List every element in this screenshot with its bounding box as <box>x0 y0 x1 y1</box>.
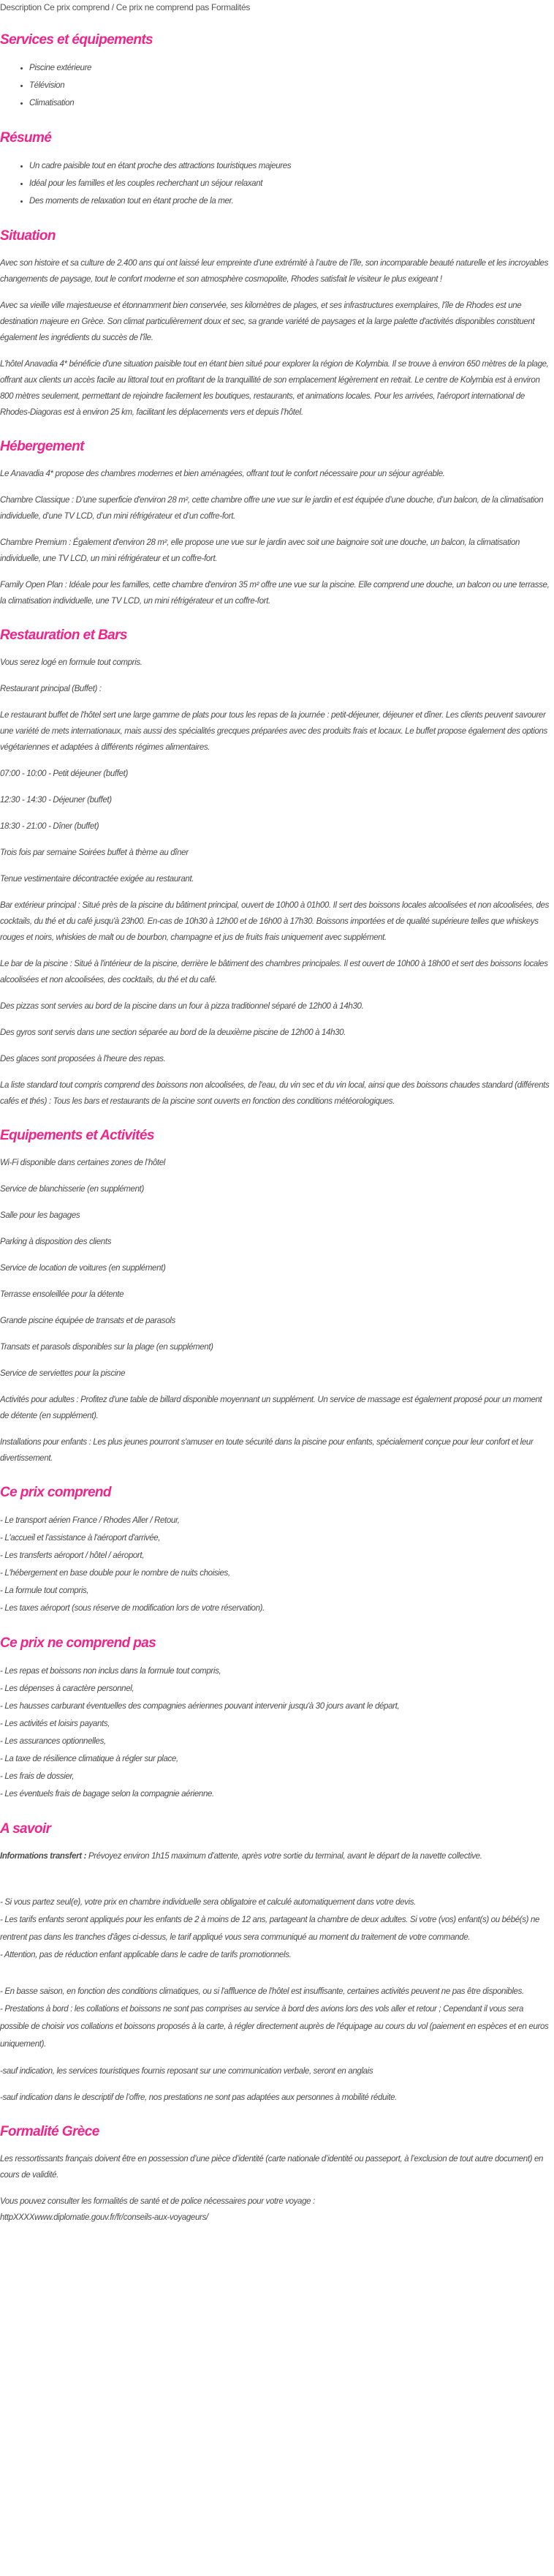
services-heading: Services et équipements <box>0 32 153 48</box>
meal-schedule: 18:30 - 21:00 - Dîner (buffet) <box>0 822 99 831</box>
note-line: - En basse saison, en fonction des conditions climatiques, ou si l'affluence de l'hôtel est insuffisante, certaines activités peuvent ne pas être disponibles. <box>0 1987 524 1996</box>
paragraph: L'hôtel Anavadia 4* bénéficie d'une situation paisible tout en étant bien situé pour explorer la région de Kolymbia. Il se trouve à environ 650 mètres de la plage, offrant aux clients un accès facile au littoral tout en profitant de la tranquillité de son emplacement légèrement en retrait. Le centre de Kolymbia est à environ 800 mètres seulement, permettant de rejoindre facilement les boutiques, restaurants, et animations locales. Pour les arrivées, l'aéroport international de Rhodes-Diagoras est à environ 25 km, facilitant les déplacements vers et depuis l’hôtel. <box>0 360 549 417</box>
equipements-section <box>0 1127 553 1466</box>
note-line: - Attention, pas de réduction enfant applicable dans le cadre de tarifs promotionnels. <box>0 1951 292 1959</box>
paragraph: Bar extérieur principal : Situé près de la piscine du bâtiment principal, ouvert de 10h00 à 01h00. Il sert des boissons locales alcoolisées et non alcoolisées, des cocktails, du thé et du café jusqu'à 23h00. En-cas de 10h30 à 12h00 et de 16h00 à 17h30. Boissons importées et de qualité supérieure telles que whiskeys rouges et noirs, whiskies de malt ou de bourbon, champagne et jus de fruits frais uniquement avec supplément. <box>0 901 549 942</box>
paragraph: Les ressortissants français doivent être en possession d’une pièce d’identité (carte nationale d’identité ou passeport, à l’exclusion de tout autre document) en cours de validité. <box>0 2155 544 2180</box>
list-item: - Les frais de dossier, <box>0 1772 75 1781</box>
resume-section <box>0 129 553 210</box>
note-line: - Si vous partez seul(e), votre prix en chambre individuelle sera obligatoire et calculé automatiquement dans votre devis. <box>0 1898 417 1907</box>
comprend-heading: Ce prix comprend <box>0 1485 111 1500</box>
paragraph: Des glaces sont proposées à l'heure des repas. <box>0 1055 166 1063</box>
meal-schedule: 07:00 - 10:00 - Petit déjeuner (buffet) <box>0 769 128 778</box>
restauration-heading: Restauration et Bars <box>0 628 127 643</box>
list-item: • Piscine extérieure <box>29 59 553 77</box>
paragraph: Wi-Fi disponible dans certaines zones de l’hôtel <box>0 1159 166 1167</box>
list-item: - Les repas et boissons non inclus dans la formule tout compris, <box>0 1667 221 1676</box>
paragraph: Avec son histoire et sa culture de 2.400 ans qui ont laissé leur empreinte d’une extrémité à l’autre de l’île, son incomparable beauté naturelle et les incroyables changements de paysage, tout le confort moderne et son atmosphère cosmopolite, Rhodes satisfait le visiteur le plus exigeant ! <box>0 259 549 284</box>
tab-includes[interactable]: Ce prix comprend / Ce prix ne comprend pas <box>43 2 209 12</box>
ne-comprend-pas-section <box>0 1635 553 1803</box>
list-item: - Les transferts aéroport / hôtel / aéroport, <box>0 1551 145 1560</box>
paragraph: Salle pour les bagages <box>0 1211 80 1220</box>
tab-description[interactable]: Description <box>0 2 42 12</box>
list-item: - Le transport aérien France / Rhodes Aller / Retour, <box>0 1516 180 1525</box>
a-savoir-heading: A savoir <box>0 1821 51 1837</box>
paragraph: Installations pour enfants : Les plus jeunes pourront s'amuser en toute sécurité dans la piscine pour enfants, spécialement conçue pour leur confort et leur divertissement. <box>0 1438 534 1463</box>
paragraph: Parking à disposition des clients <box>0 1238 112 1246</box>
room-premium: Chambre Premium : Également d'environ 28 m², elle propose une vue sur le jardin avec soit une baignoire soit une douche, un balcon, la climatisation individuelle, une TV LCD, un mini réfrigérateur et un coffre-fort. <box>0 538 520 563</box>
tab-formalities[interactable]: Formalités <box>211 2 251 12</box>
formalite-link-paragraph <box>0 2193 553 2226</box>
resume-list <box>0 157 553 210</box>
meal-schedule: 12:30 - 14:30 - Déjeuner (buffet) <box>0 796 112 805</box>
transfer-label: Informations transfert : <box>0 1852 87 1861</box>
note-mobility: -sauf indication dans le descriptif de l’offre, nos prestations ne sont pas adaptées aux personnes à mobilité réduite. <box>0 2093 397 2102</box>
paragraph: Service de serviettes pour la piscine <box>0 1369 126 1378</box>
note-language: -sauf indication, les services touristiques fournis reposant sur une communication verbale, seront en anglais <box>0 2067 373 2076</box>
list-item: - Les assurances optionnelles, <box>0 1737 106 1746</box>
list-item: • Télévision <box>29 77 553 94</box>
paragraph: Tenue vestimentaire décontractée exigée au restaurant. <box>0 875 194 884</box>
paragraph: Trois fois par semaine Soirées buffet à thème au dîner <box>0 848 189 857</box>
paragraph: Avec sa vieille ville majestueuse et étonnamment bien conservée, ses kilomètres de plages, et ses infrastructures exemplaires, l'île de Rhodes est une destination majeure en Grèce. Son climat particulièrement doux et sec, sa grande variété de paysages et la large palette d'activités disponibles constituent également les ingrédients du succès de l'île. <box>0 301 535 342</box>
list-item: • Des moments de relaxation tout en étant proche de la mer. <box>29 192 553 210</box>
paragraph: Grande piscine équipée de transats et de parasols <box>0 1317 175 1325</box>
list-item: - Les hausses carburant éventuelles des compagnies aériennes pouvant intervenir jusqu'à 30 jours avant le départ, <box>0 1702 400 1711</box>
a-savoir-section <box>0 1820 553 2106</box>
list-item: - L'hébergement en base double pour le nombre de nuits choisies, <box>0 1569 230 1578</box>
list-item: • Idéal pour les familles et les couples recherchant un séjour relaxant <box>29 175 553 192</box>
paragraph: Service de blanchisserie (en supplément) <box>0 1185 144 1194</box>
paragraph: Terrasse ensoleillée pour la détente <box>0 1290 124 1299</box>
note-line: - Prestations à bord : les collations et boissons ne sont pas comprises au service à bord des avions lors des vols aller et retour ; Cependant il vous sera possible de choisir vos collations et boissons proposés à la carte, à régler directement auprès de l'équipage au cours du vol (paiement en espèces et en euros uniquement). <box>0 2005 549 2049</box>
services-section <box>0 31 553 112</box>
note-line: - Les tarifs enfants seront appliqués pour les enfants de 2 à moins de 12 ans, partageant la chambre de deux adultes. Si votre (vos) enfant(s) ou bébé(s) ne rentrent pas dans les tranches d'âges ci-dessus, le tarif appliqué vous sera communiqué au moment du traitement de votre commande. <box>0 1916 540 1942</box>
services-list <box>0 59 553 112</box>
room-classique: Chambre Classique : D’une superficie d'environ 28 m², cette chambre offre une vue sur le jardin et est équipée d’une douche, d’un balcon, de la climatisation individuelle, d’une TV LCD, d’un mini réfrigérateur et d’un coffre-fort. <box>0 496 544 521</box>
formalite-section <box>0 2123 553 2226</box>
list-item: - Les taxes aéroport (sous réserve de modification lors de votre réservation). <box>0 1604 265 1613</box>
spacer <box>0 1875 553 1894</box>
diplomatie-link[interactable]: httpXXXXwww.diplomatie.gouv.fr/fr/conseils-aux-voyageurs/ <box>0 2213 208 2222</box>
comprend-list <box>0 1512 553 1617</box>
a-savoir-block-1 <box>0 1894 553 1964</box>
paragraph: Service de location de voitures (en supplément) <box>0 1264 166 1273</box>
situation-section <box>0 227 553 421</box>
paragraph: Des pizzas sont servies au bord de la piscine dans un four à pizza traditionnel séparé de 12h00 à 14h30. <box>0 1002 364 1011</box>
list-item: • Un cadre paisible tout en étant proche des attractions touristiques majeures <box>29 157 553 175</box>
ne-comprend-pas-list <box>0 1662 553 1803</box>
situation-heading: Situation <box>0 228 56 244</box>
comprend-section <box>0 1484 553 1617</box>
list-item: - La formule tout compris, <box>0 1586 89 1595</box>
ne-comprend-pas-heading: Ce prix ne comprend pas <box>0 1635 156 1651</box>
hebergement-section <box>0 438 553 609</box>
paragraph: Vous serez logé en formule tout compris. <box>0 658 143 667</box>
list-item: • Climatisation <box>29 94 553 112</box>
paragraph: Restaurant principal (Buffet) : <box>0 685 102 693</box>
list-item: - L'accueil et l'assistance à l'aéroport d'arrivée, <box>0 1534 161 1543</box>
room-family: Family Open Plan : Idéale pour les familles, cette chambre d'environ 35 m² offre une vue sur la piscine. Elle comprend une douche, un balcon ou une terrasse, la climatisation individuelle, une TV LCD, un mini réfrigérateur et un coffre-fort. <box>0 581 550 606</box>
hebergement-heading: Hébergement <box>0 439 84 454</box>
list-item: - Les activités et loisirs payants, <box>0 1720 110 1728</box>
tab-bar <box>0 0 553 14</box>
paragraph: Transats et parasols disponibles sur la plage (en supplément) <box>0 1343 213 1352</box>
transfer-text: Prévoyez environ 1h15 maximum d’attente, après votre sortie du terminal, avant le départ de la navette collective. <box>86 1852 482 1861</box>
equipements-heading: Equipements et Activités <box>0 1128 154 1143</box>
list-item: - Les dépenses à caractère personnel, <box>0 1684 134 1693</box>
list-item: - La taxe de résilience climatique à régler sur place, <box>0 1755 178 1763</box>
paragraph: La liste standard tout compris comprend des boissons non alcoolisées, de l'eau, du vin sec et du vin local, ainsi que des boissons chaudes standard (différents cafés et thés) : Tous les bars et restaurants de la piscine sont ouverts en fonction des conditions météorologiques. <box>0 1081 550 1106</box>
a-savoir-block-2 <box>0 1983 553 2053</box>
paragraph: Activités pour adultes : Profitez d'une table de billard disponible moyennant un supplément. Un service de massage est également proposé pour un moment de détente (en supplément). <box>0 1396 542 1420</box>
paragraph: Des gyros sont servis dans une section séparée au bord de la deuxième piscine de 12h00 à 14h30. <box>0 1028 346 1037</box>
spacer <box>0 1964 553 1983</box>
formalite-heading: Formalité Grèce <box>0 2124 99 2139</box>
transfer-info <box>0 1848 553 1864</box>
formalite-intro: Vous pouvez consulter les formalités de santé et de police nécessaires pour votre voyage : <box>0 2197 315 2206</box>
paragraph: Le bar de la piscine : Situé à l'intérieur de la piscine, derrière le bâtiment des chambres principales. Il est ouvert de 10h00 à 18h00 et sert des boissons locales alcoolisées et non alcoolisées, des cocktails, du thé et du café. <box>0 960 548 984</box>
restauration-section <box>0 627 553 1110</box>
paragraph: Le restaurant buffet de l'hôtel sert une large gamme de plats pour tous les repas de la journée : petit-déjeuner, déjeuner et dîner. Les clients peuvent savourer une variété de mets internationaux, mais aussi des spécialités grecques préparées avec des produits frais et locaux. Le buffet propose également des options végétariennes et adaptées à différents régimes alimentaires. <box>0 711 547 752</box>
list-item: - Les éventuels frais de bagage selon la compagnie aérienne. <box>0 1790 214 1799</box>
resume-heading: Résumé <box>0 130 52 146</box>
paragraph: Le Anavadia 4* propose des chambres modernes et bien aménagées, offrant tout le confort nécessaire pour un séjour agréable. <box>0 470 445 478</box>
